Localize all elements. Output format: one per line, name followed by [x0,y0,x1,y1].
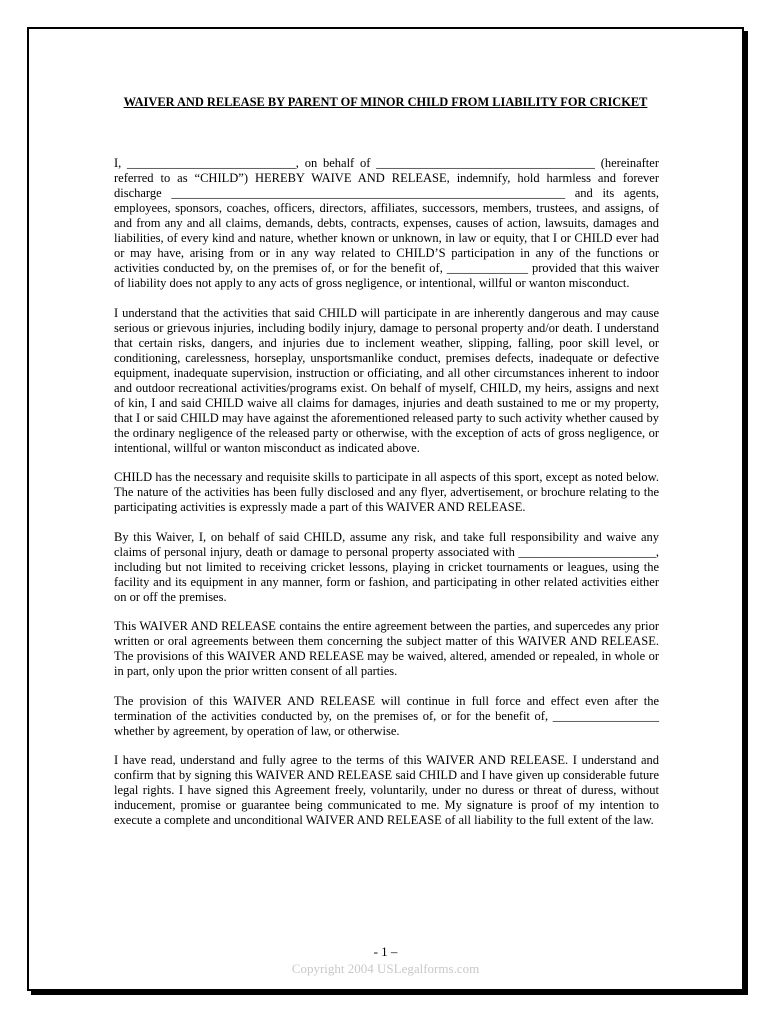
paragraph-risks: I understand that the activities that said CHILD will participate in are inherently dangerous and may cause serious or grievous injuries, including bodily injury, damage to personal property and/or death. I understand that certain risks, dangers, and injuries due to inclement weather, slipping, falling, poor skill level, or conditioning, carelessness, horseplay, unsportsmanlike conduct, premises defects, inadequate or defective equipment, inadequate supervision, instruction or officiating, and all other circumstances inherent to indoor and outdoor recreational activities/programs exist. On behalf of myself, CHILD, my heirs, assigns and next of kin, I and said CHILD waive all claims for damages, injuries and death sustained to me or my property, that I or said CHILD may have against the aforementioned released party to such activity whether caused by the ordinary negligence of the released party or otherwise, with the exception of acts of gross negligence, or intentional, willful or wanton misconduct as indicated above. [114,305,659,455]
copyright-watermark: Copyright 2004 USLegalforms.com [291,961,480,976]
paragraph-release: I, ___________________________, on behalf of ___________________________________ (hereinafter referred to as “CHILD”) HEREBY WAIVE AND RELEASE, indemnify, hold harmless and forever discharge _______________________________________________________________ and its agents, employees, sponsors, coaches, officers, directors, affiliates, successors, members, trustees, and assigns, of and from any and all claims, demands, debts, contracts, expenses, causes of action, lawsuits, damages and liabilities, of every kind and nature, whether known or unknown, in law or equity, that I or CHILD ever had or may have, arising from or in any way related to CHILD’S participation in any of the functions or activities conducted by, on the premises of, or for the benefit of, _____________ provided that this waiver of liability does not apply to any acts of gross negligence, or intentional, willful or wanton misconduct. [114,156,659,290]
document-page [27,27,744,991]
document-body [114,156,659,843]
paragraph-assumption: By this Waiver, I, on behalf of said CHILD, assume any risk, and take full responsibility and waive any claims of personal injury, death or damage to personal property associated with ______________________, including but not limited to receiving cricket lessons, playing in cricket tournaments or leagues, using the facility and its equipment in any manner, form or fashion, and participating in other related activities either on or off the premises. [114,529,659,604]
paragraph-skills: CHILD has the necessary and requisite skills to participate in all aspects of this sport, except as noted below. The nature of the activities has been fully disclosed and any flyer, advertisement, or brochure relating to the participating activities is expressly made a part of this WAIVER AND RELEASE. [114,470,659,514]
document-title: WAIVER AND RELEASE BY PARENT OF MINOR CHILD FROM LIABILITY FOR CRICKET [123,95,648,109]
paragraph-entire-agreement: This WAIVER AND RELEASE contains the entire agreement between the parties, and supercedes any prior written or oral agreements between them concerning the subject matter of this WAIVER AND RELEASE. The provisions of this WAIVER AND RELEASE may be waived, altered, amended or repealed, in whole or in part, only upon the prior written consent of all parties. [114,619,659,678]
paragraph-acknowledgement: I have read, understand and fully agree to the terms of this WAIVER AND RELEASE. I understand and confirm that by signing this WAIVER AND RELEASE said CHILD and I have given up considerable future legal rights. I have signed this Agreement freely, voluntarily, under no duress or threat of duress, without inducement, promise or guarantee being communicated to me. My signature is proof of my intention to execute a complete and unconditional WAIVER AND RELEASE of all liability to the full extent of the law. [114,753,659,827]
paragraph-survival: The provision of this WAIVER AND RELEASE will continue in full force and effect even after the termination of the activities conducted by, on the premises of, or for the benefit of, _________________ whether by agreement, by operation of law, or otherwise. [114,693,659,738]
page-number: - 1 – [373,944,398,959]
